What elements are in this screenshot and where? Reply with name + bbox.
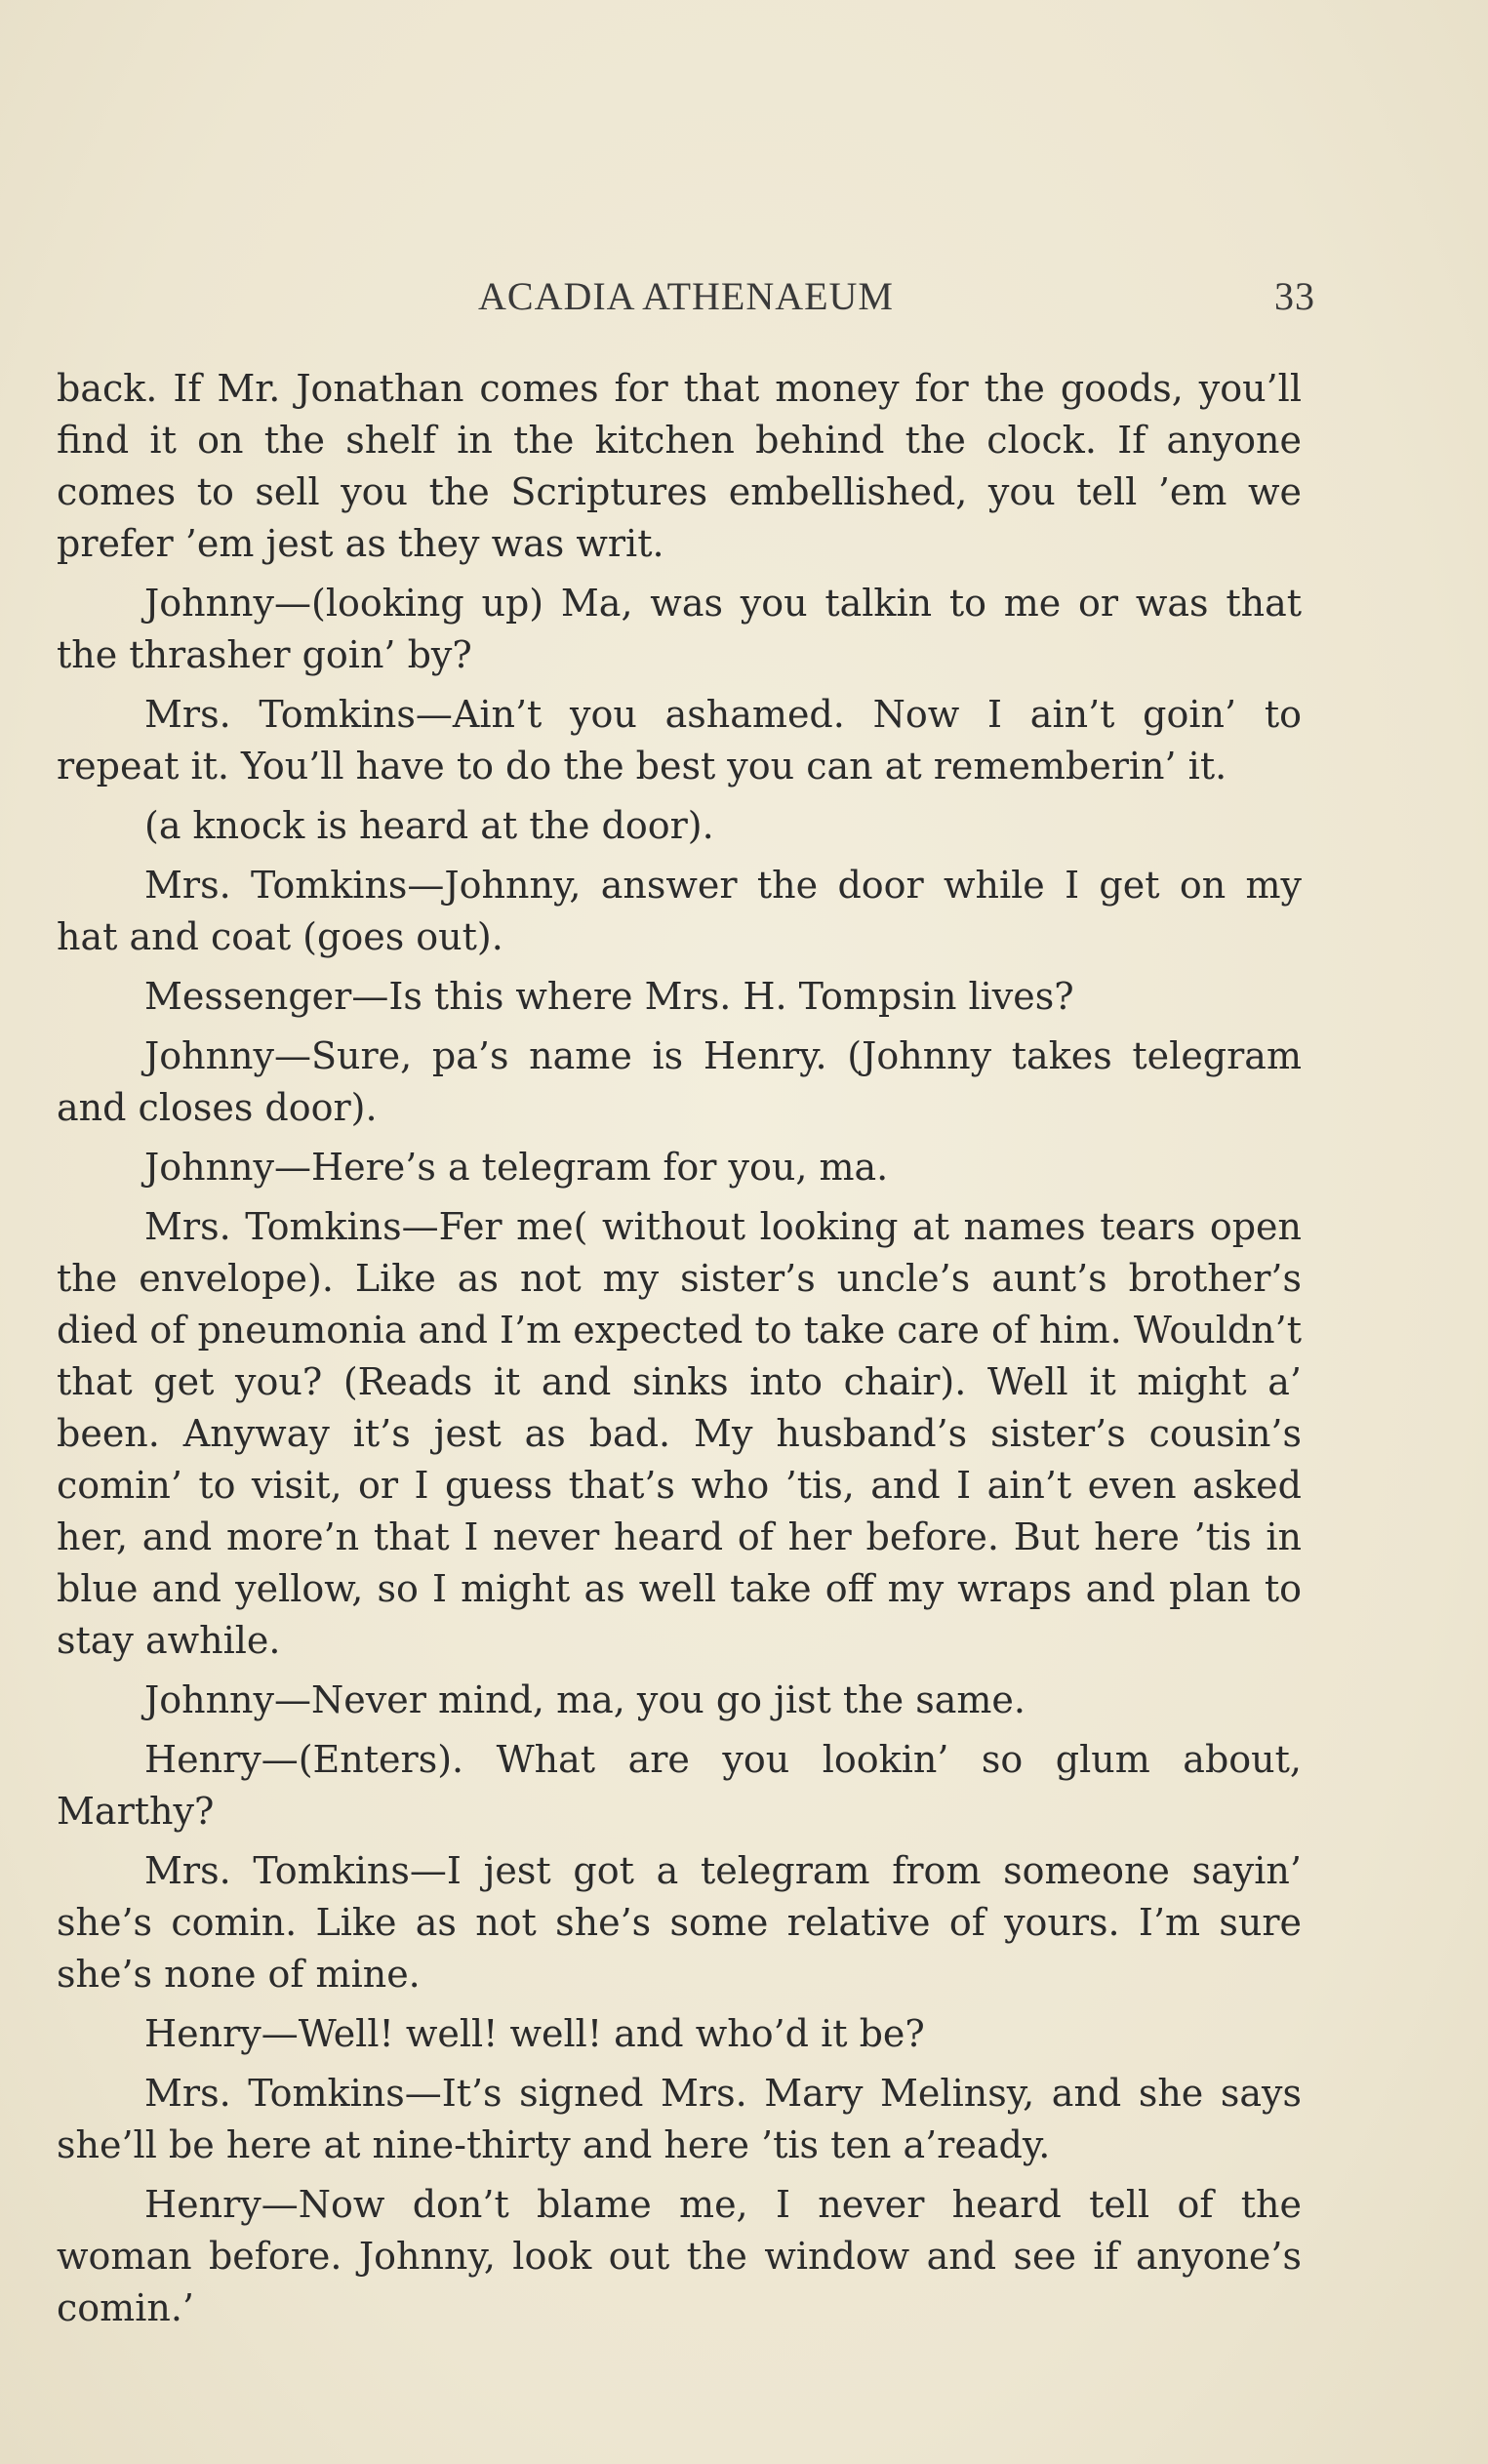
paragraph: Johnny—Sure, pa’s name is Henry. (Johnny takes telegram and closes door). [57, 1034, 1302, 1129]
paragraph: Johnny—Here’s a telegram for you, ma. [144, 1146, 889, 1189]
paragraph: Henry—(Enters). What are you lookin’ so glum about, Marthy? [57, 1738, 1302, 1833]
paragraph: Johnny—Never mind, ma, you go jist the same. [144, 1678, 1026, 1721]
paragraph: Johnny—(looking up) Ma, was you talkin to me or was that the thrasher goin’ by? [57, 582, 1302, 676]
paragraph: Mrs. Tomkins—Johnny, answer the door while I get on my hat and coat (goes out). [57, 864, 1302, 958]
paragraph: Mrs. Tomkins—I jest got a telegram from someone sayin’ she’s comin. Like as not she’s some relative of yours. I’m sure she’s none of mine. [57, 1849, 1302, 1996]
paragraph: Henry—Well! well! well! and who’d it be? [144, 2012, 925, 2055]
paragraph: Mrs. Tomkins—It’s signed Mrs. Mary Melinsy, and she says she’ll be here at nine-thirty and here ’tis ten a’ready. [57, 2072, 1302, 2166]
paragraph: Mrs. Tomkins—Ain’t you ashamed. Now I ain’t goin’ to repeat it. You’ll have to do the best you can at rememberin’ it. [57, 693, 1302, 788]
journal-title: ACADIA ATHENAEUM [478, 274, 894, 318]
paragraph: (a knock is heard at the door). [144, 804, 714, 847]
running-header [57, 273, 1315, 332]
paragraph: back. If Mr. Jonathan comes for that money for the goods, you’ll find it on the shelf in the kitchen behind the clock. If anyone comes to sell you the Scriptures embellished, you tell ’em we prefer ’em jest as they was writ. [57, 367, 1302, 565]
paragraph: Henry—Now don’t blame me, I never heard tell of the woman before. Johnny, look out the window and see if anyone’s comin.’ [57, 2183, 1302, 2329]
paragraph: Mrs. Tomkins—Fer me( without looking at names tears open the envelope). Like as not my sister’s uncle’s aunt’s brother’s died of pneumonia and I’m expected to take care of him. Wouldn’t that get you? (Reads it and sinks into chair). Well it might a’ been. Anyway it’s jest as bad. My husband’s sister’s cousin’s comin’ to visit, or I guess that’s who ’tis, and I ain’t even asked her, and more’n that I never heard of her before. But here ’tis in blue and yellow, so I might as well take off my wraps and plan to stay awhile. [57, 1205, 1302, 1662]
paragraph: Messenger—Is this where Mrs. H. Tompsin lives? [144, 975, 1074, 1018]
page-number: 33 [1274, 274, 1315, 318]
body-text [57, 363, 1302, 2342]
